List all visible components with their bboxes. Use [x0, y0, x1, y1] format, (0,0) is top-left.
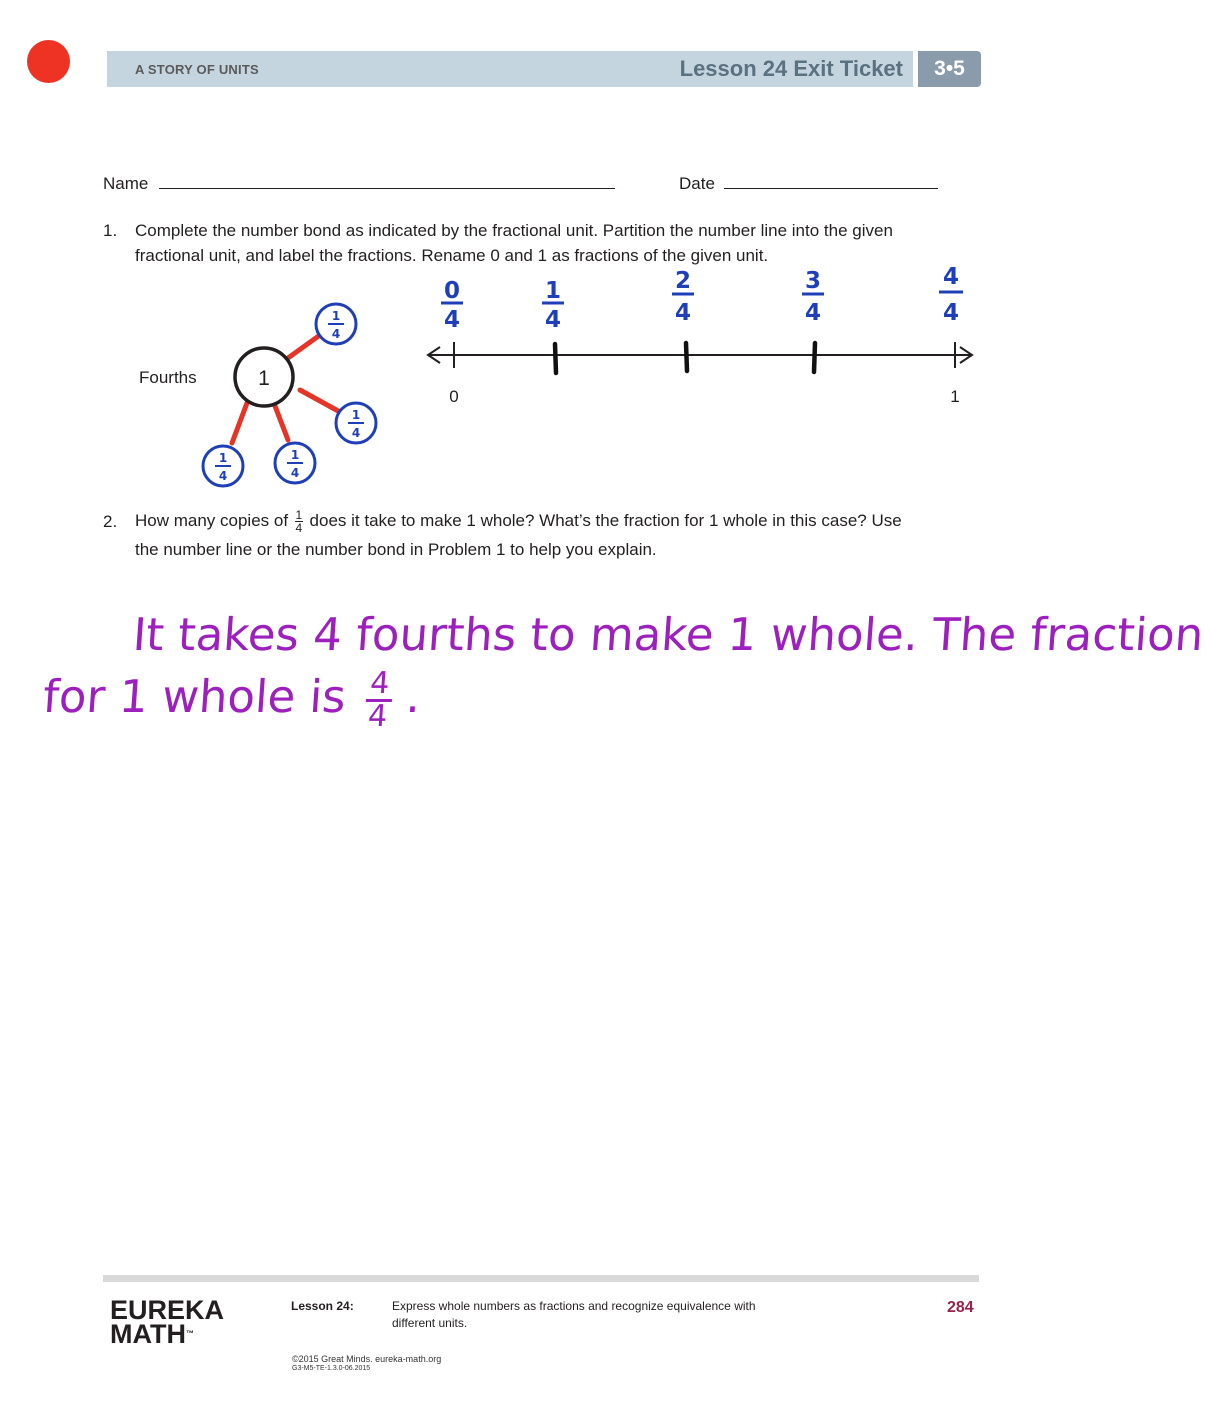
answer-period: .	[404, 670, 423, 723]
date-field	[679, 174, 938, 194]
fraction-num: 0	[443, 278, 461, 304]
bond-part-num: 1	[351, 408, 361, 422]
logo-line1: EUREKA	[110, 1295, 225, 1325]
bond-part-num: 1	[331, 309, 341, 323]
name-field	[103, 174, 615, 194]
bond-whole-value: 1	[258, 367, 270, 390]
footer-copyright	[292, 1354, 441, 1374]
fraction-num: 4	[942, 264, 960, 290]
fraction-num: 2	[674, 268, 692, 294]
problem2-text-after: does it take to make 1 whole? What’s the fraction for 1 whole in this case? Use	[309, 511, 902, 530]
brand-dot	[27, 40, 70, 83]
problem1-text-line1: Complete the number bond as indicated by the fractional unit. Partition the number line into the given	[135, 221, 893, 240]
inline-fraction-den: 4	[295, 521, 303, 536]
inline-fraction	[295, 509, 303, 534]
fraction-den: 4	[674, 300, 692, 326]
bond-part-bottom-mid	[275, 443, 315, 483]
problem2-text-line2: the number line or the number bond in Problem 1 to help you explain.	[135, 540, 657, 559]
name-label: Name	[103, 174, 149, 193]
footer-description-line1: Express whole numbers as fractions and recognize equivalence with	[392, 1299, 756, 1313]
number-line	[420, 262, 990, 412]
problem2-text	[135, 505, 975, 562]
bond-label: Fourths	[139, 368, 197, 387]
inline-fraction-num: 1	[295, 508, 303, 523]
grade-module-badge: 3•5	[918, 51, 981, 87]
fraction-den: 4	[942, 300, 960, 326]
problem2-text-before: How many copies of	[135, 511, 289, 530]
answer-fraction	[363, 665, 393, 734]
bond-part-den: 4	[331, 327, 341, 341]
logo-tm: ™	[185, 1329, 194, 1338]
document-code: G3-M5-TE-1.3.0-06.2015	[292, 1365, 371, 1372]
lesson-title: Lesson 24 Exit Ticket	[679, 56, 903, 81]
bond-part-num: 1	[218, 451, 228, 465]
tick-three-quarter	[814, 343, 815, 372]
series-name: A STORY OF UNITS	[135, 62, 259, 77]
date-label: Date	[679, 174, 715, 193]
copyright-text: ©2015 Great Minds. eureka-math.org	[292, 1354, 442, 1364]
answer-line2-text: for 1 whole is	[41, 670, 348, 723]
bond-line	[275, 406, 288, 440]
problem2-number: 2.	[103, 512, 118, 531]
answer-fraction-den: 4	[366, 698, 389, 734]
fraction-label	[441, 278, 463, 333]
eureka-math-logo	[110, 1295, 225, 1349]
tick-half	[686, 343, 687, 371]
tick-quarter	[555, 344, 556, 373]
answer-line1: It takes 4 fourths to make 1 whole. The fraction	[131, 608, 1205, 661]
bond-part-top	[316, 304, 356, 344]
fraction-label	[939, 264, 963, 326]
fraction-label	[802, 268, 824, 326]
date-blank[interactable]	[724, 174, 938, 189]
bond-part-bottom-left	[203, 446, 243, 486]
bond-part-den: 4	[218, 469, 228, 483]
fraction-num: 1	[544, 278, 562, 304]
bond-part-den: 4	[290, 466, 300, 480]
bond-line	[300, 390, 340, 412]
bond-part-right	[336, 403, 376, 443]
end-label: 1	[950, 387, 960, 406]
start-label: 0	[449, 387, 459, 406]
footer-description-line2: different units.	[392, 1316, 468, 1330]
problem1-number: 1.	[103, 221, 118, 240]
fraction-num: 3	[804, 268, 822, 294]
bond-part-num: 1	[290, 448, 300, 462]
fraction-label	[672, 268, 694, 326]
page-number: 284	[947, 1299, 974, 1316]
answer-line2	[41, 667, 423, 732]
footer-description	[392, 1298, 812, 1332]
logo-line2: MATH	[110, 1319, 186, 1349]
answer-fraction-num: 4	[369, 665, 391, 701]
bond-line	[232, 403, 247, 443]
fraction-den: 4	[544, 307, 562, 333]
fraction-den: 4	[443, 307, 461, 333]
fraction-den: 4	[804, 300, 822, 326]
bond-part-den: 4	[351, 426, 361, 440]
problem1-text-line2: fractional unit, and label the fractions. Rename 0 and 1 as fractions of the given unit.	[135, 246, 769, 265]
fraction-label	[542, 278, 564, 333]
number-bond	[190, 290, 390, 500]
footer-lesson-label: Lesson 24:	[291, 1299, 354, 1313]
footer-rule	[103, 1275, 979, 1282]
problem1-text	[135, 218, 975, 268]
bond-line	[288, 335, 320, 358]
name-blank[interactable]	[159, 174, 615, 189]
